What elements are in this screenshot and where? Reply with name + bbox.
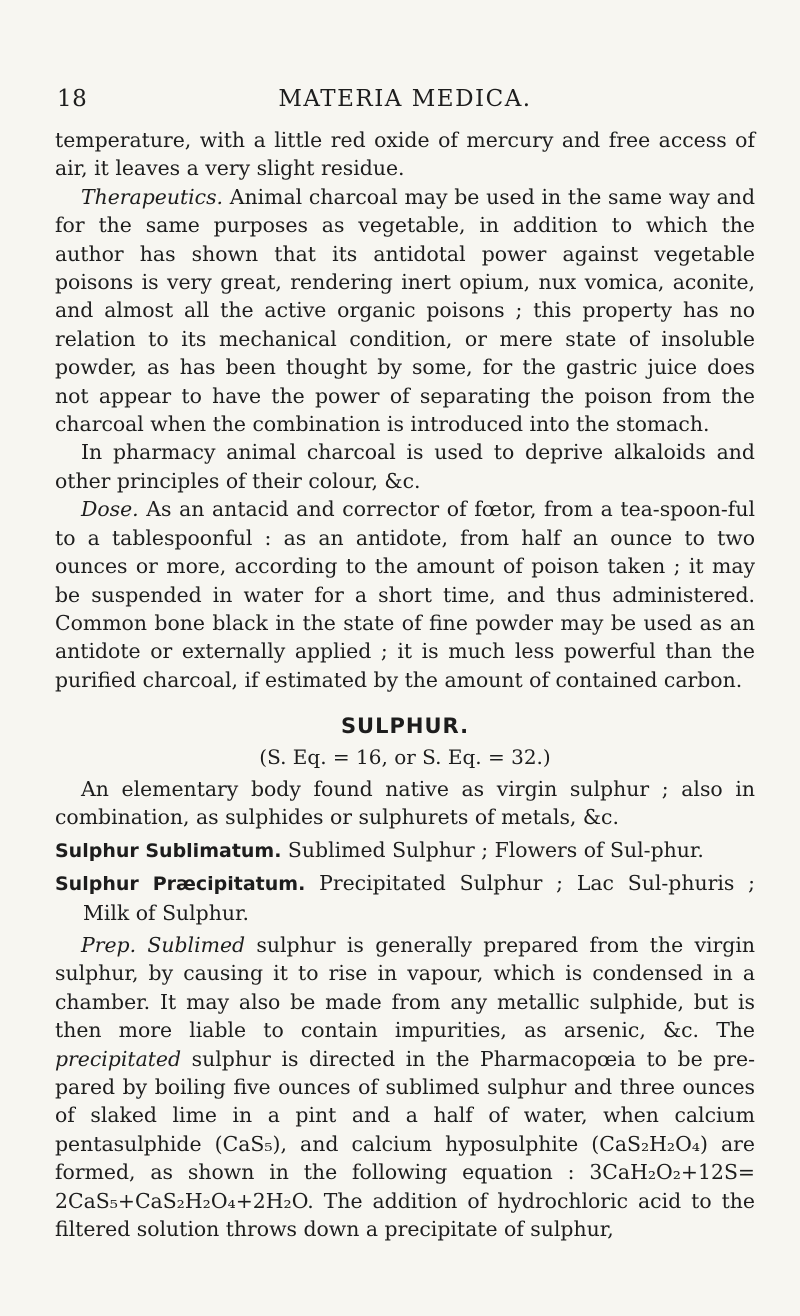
sublimed-italic: Sublimed [147,932,246,957]
prep-text-1: sulphur is generally prepared from the virgin sulphur, by causing it to rise in vapour, which is condensed in a chamber. It may also be made from any metallic sulphide, but is then more liable to contain impurities, as arsenic, &c. The [55,932,755,1043]
body-text [55,126,755,1243]
sulphur-equivalent: (S. Eq. = 16, or S. Eq. = 32.) [259,744,551,769]
dose-label: Dose. [81,497,139,522]
paragraph-therapeutics [55,183,755,439]
prep-text-2: sulphur is directed in the Pharmacopœia to be pre-pared by boiling five ounces of sublimed sulphur and three ounces of slaked lime in a pint and a half of water, when calcium pentasulphide (CaS₅), and calcium hyposulphite (CaS₂H₂O₄) are formed, as shown in the following equation : 3CaH₂O₂+12S= 2CaS₅+CaS₂H₂O₄+2H₂O. The addition of hydrochloric acid to the filtered solution throws down a precipitate of sulphur, [55,1046,755,1242]
sublimatum-text: Sublimed Sulphur ; Flowers of Sul-phur. [281,837,704,862]
therapeutics-label: Therapeutics. [81,184,224,209]
book-page [55,0,755,1242]
paragraph-sulphur-sublimatum [55,836,755,865]
paragraph-residue: temperature, with a little red oxide of mercury and free access of air, it leaves a very slight residue. [55,128,755,181]
praecipitatum-text: Precipitated Sulphur ; Lac Sul-phuris ; Milk of Sulphur. [83,871,755,925]
prep-label: Prep. [81,932,137,957]
paragraph-dose [55,495,755,694]
section-heading-sulphur: SULPHUR. [340,714,470,739]
running-head: MATERIA MEDICA. [278,86,532,112]
precipitated-italic: precipitated [55,1046,182,1071]
paragraph-pharmacy: In pharmacy animal charcoal is used to deprive alkaloids and other principles of their colour, &c. [55,440,755,493]
sublimatum-label: Sulphur Sublimatum. [55,839,282,862]
page-number: 18 [57,86,88,112]
praecipitatum-label: Sulphur Præcipitatum. [55,873,306,896]
dose-text: As an antacid and corrector of fœtor, from a tea-spoon-ful to a tablespoonful : as an antidote, from half an ounce to two ounces or more, according to the amount of poison taken ; it may be suspended in water for a short time, and thus administered. Common bone black in the state of fine powder may be used as an antidote or externally applied ; it is much less powerful than the purified charcoal, if estimated by the amount of contained carbon. [55,497,755,692]
therapeutics-text: Animal charcoal may be used in the same way and for the same purposes as vegetable, in addition to which the author has shown that its antidotal power against vegetable poisons is very great, rendering inert opium, nux vomica, aconite, and almost all the active organic poisons ; this property has no relation to its mechanical condition, or mere state of insoluble powder, as has been thought by some, for the gastric juice does not appear to have the power of separating the poison from the charcoal when the combination is introduced into the stomach. [55,184,755,437]
paragraph-sulphur-praecipitatum [55,869,755,927]
page-header [55,0,755,112]
paragraph-preparation [55,931,755,1243]
paragraph-elementary-body: An elementary body found native as virgin sulphur ; also in combination, as sulphides or sulphurets of metals, &c. [55,776,755,830]
